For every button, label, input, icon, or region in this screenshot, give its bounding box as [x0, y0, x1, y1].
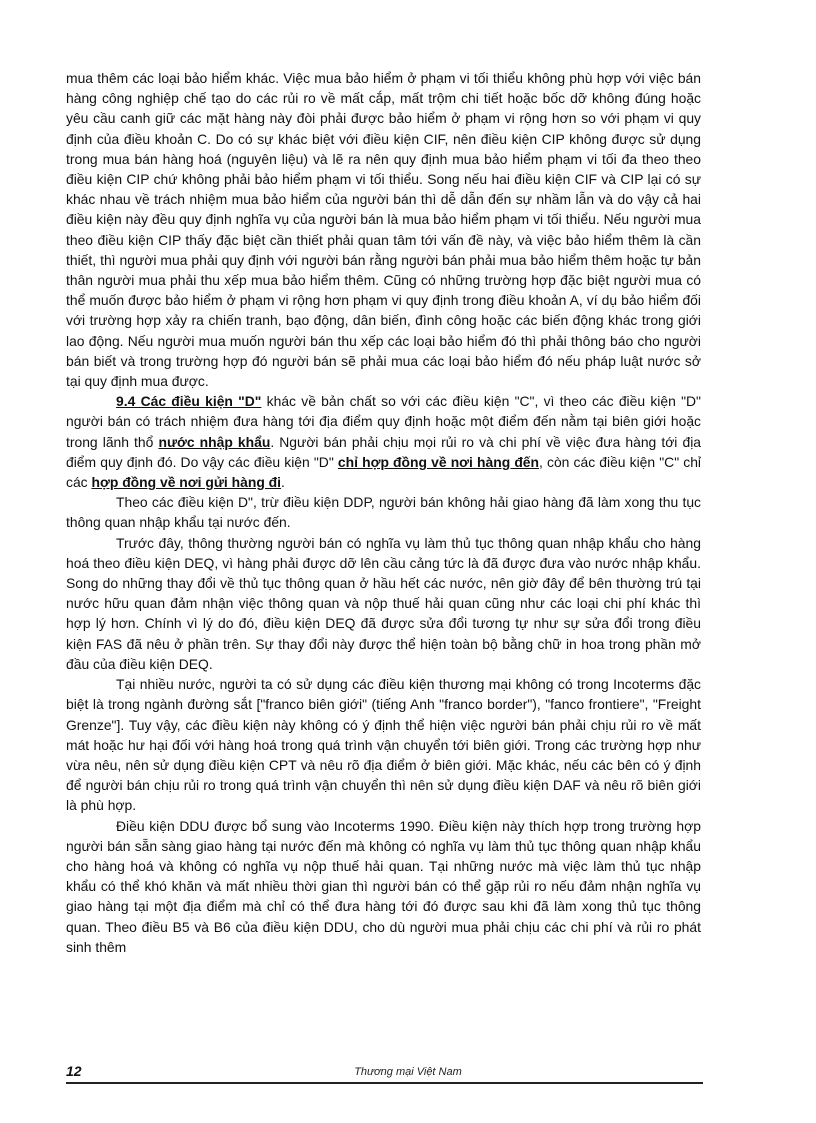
paragraph-text: .: [281, 474, 285, 491]
footer-divider: [66, 1082, 703, 1084]
paragraph-insurance-cip: mua thêm các loại bảo hiểm khác. Việc mua bảo hiểm ở phạm vi tối thiểu không phù hợp với việc bán hàng công nghiệp chế tạo do các rủi ro về mất cắp, mất trộm chi tiết hoặc bốc dỡ không đúng hoặc yêu cầu canh giữ các mặt hàng này đòi phải được bảo hiểm ở phạm vi rộng hơn so với phạm vi quy định của điều khoản C. Do có sự khác biệt với điều kiện CIF, nên điều kiện CIP không được sử dụng trong mua bán hàng hoá (nguyên liệu) và lẽ ra nên quy định mua bảo hiểm phạm vi tối đa theo theo điều kiện CIP chứ không phải bảo hiểm phạm vi tối thiểu. Song nếu hai điều kiện CIF và CIP lại có sự khác nhau về trách nhiệm mua bảo hiểm của người bán thì dễ dẫn đến sự nhầm lẫn và do vậy cả hai điều kiện này đều quy định nghĩa vụ của người bán là mua bảo hiểm phạm vi tối thiểu. Nếu người mua theo điều kiện CIP thấy đặc biệt cần thiết phải quan tâm tới vấn đề này, và việc bảo hiểm thêm là cần thiết, thì người mua phải quy định với người bán rằng người bán phải mua bảo hiểm thêm hoặc tự bản thân người mua phải thu xếp mua bảo hiểm thêm. Cũng có những trường hợp đặc biệt người mua có thể muốn được bảo hiểm ở phạm vi rộng hơn phạm vi quy định trong điều khoản A, ví dụ bảo hiểm đối với trường hợp xảy ra chiến tranh, bạo động, dân biến, đình công hoặc các biến động khác trong giới lao động. Nếu người mua muốn người bán thu xếp các loại bảo hiểm đó thì phải thông báo cho người bán biết và trong trường hợp đó người bán sẽ phải mua các loại bảo hiểm đó nếu pháp luật nước sở tại quy định mua được.: [66, 70, 701, 390]
paragraph-franco-border: Tại nhiều nước, người ta có sử dụng các điều kiện thương mại không có trong Incoterms đặc biệt là trong ngành đường sắt ["franco biên giới" (tiếng Anh "franco border"), "fanco frontiere", "Freight Grenze"]. Tuy vậy, các điều kiện này không có ý định thể hiện việc người bán phải chịu rủi ro về mất mát hoặc hư hại đối với hàng hoá trong quá trình vận chuyển tới biên giới. Trong các trường hợp như vừa nêu, nên sử dụng điều kiện CPT và nêu rõ địa điểm ở biên giới. Mặc khác, nếu các bên có ý định để người bán chịu rủi ro trong quá trình vận chuyển thì nên sử dụng điều kiện DAF và nêu rõ biên giới là phù hợp.: [66, 676, 701, 814]
paragraph-ddu: Điều kiện DDU được bổ sung vào Incoterms 1990. Điều kiện này thích hợp trong trường hợp người bán sẵn sàng giao hàng tại nước đến mà không có nghĩa vụ làm thủ tục thông quan nhập khẩu cho hàng hoá và không có nghĩa vụ nộp thuế hải quan. Tại những nước mà việc làm thủ tục nhập khẩu có thể khó khăn và mất nhiều thời gian thì người bán có thể gặp rủi ro nếu đảm nhận nghĩa vụ giao hàng tại một địa điểm mà chỉ có thể đưa hàng tới đó được sau khi đã làm xong thủ tục thông quan. Theo điều B5 và B6 của điều kiện DDU, cho dù người mua phải chịu các chi phí và rủi ro phát sinh thêm: [66, 817, 701, 955]
emphasis-import-country: nước nhập khẩu: [158, 433, 271, 450]
emphasis-arrival-contract: chỉ hợp đồng về nơi hàng đến: [337, 453, 540, 470]
section-heading-9-4: 9.4 Các điều kiện "D": [116, 393, 262, 410]
paragraph-deq: Trước đây, thông thường người bán có nghĩa vụ làm thủ tục thông quan nhập khẩu cho hàng hoá theo điều kiện DEQ, vì hàng phải được dỡ lên cầu cảng tức là đã được đưa vào nước nhập khẩu. Song do những thay đổi về thủ tục thông quan ở hầu hết các nước, nên giờ đây để bên thường trú tại nước hữu quan đảm nhận việc thông quan và nộp thuế hải quan cũng như các loại chi phí khác thì hợp lý hơn. Chính vì lý do đó, điều kiện DEQ đã được sửa đổi tương tự như sự sửa đổi trong điều kiện FAS đã nêu ở phần trên. Sự thay đổi này được thể hiện toàn bộ bằng chữ in hoa trong phần mở đầu của điều kiện DEQ.: [66, 534, 701, 672]
paragraph-ddp: Theo các điều kiện D", trừ điều kiện DDP, người bán không hải giao hàng đã làm xong thu tục thông quan nhập khẩu tại nước đến.: [66, 494, 701, 531]
paragraph-text: . Người bán phải chịu mọi rủi ro và chi phí về việc đưa hàng tới địa điểm quy định đó. Do vậy các điều kiện "D": [66, 433, 702, 470]
emphasis-shipment-contract: hợp đồng về nơi gửi hàng đi: [91, 474, 282, 491]
document-body: [66, 68, 701, 957]
footer-publication: Thương mại Việt Nam: [354, 1066, 462, 1078]
paragraph-d-terms: [66, 391, 701, 492]
paragraph-text: khác về bản chất so với các điều kiện "C", vì theo các điều kiện "D" người bán có trách nhiệm đưa hàng tới địa điểm quy định hoặc một điểm đến nằm tại biên giới hoặc trong lãnh thổ: [66, 393, 701, 450]
paragraph-text: , còn các điều kiện "C" chỉ các: [66, 453, 702, 491]
page-number: 12: [66, 1063, 82, 1079]
